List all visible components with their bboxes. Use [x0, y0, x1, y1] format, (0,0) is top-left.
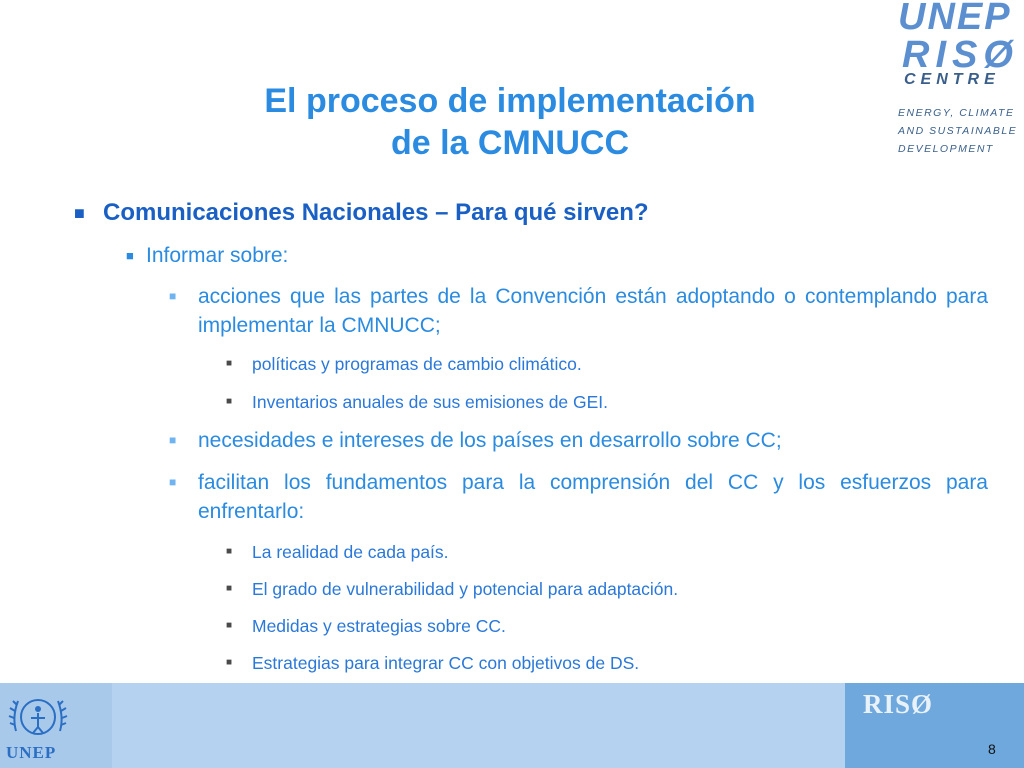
- footer-riso-panel: [845, 683, 1024, 768]
- bullet-level3: [169, 468, 988, 526]
- bullet-level2: [126, 242, 289, 270]
- square-bullet-icon: ■: [226, 657, 233, 668]
- bullet-text: Estrategias para integrar CC con objetivos de DS.: [252, 653, 640, 673]
- unep-emblem-icon: [4, 687, 72, 747]
- bullet-level4: [226, 577, 679, 601]
- footer-middle-panel: [112, 683, 845, 768]
- bullet-text: facilitan los fundamentos para la comprensión del CC y los esfuerzos para enfrentarlo:: [198, 471, 988, 523]
- bullet-text: Informar sobre:: [146, 244, 289, 267]
- bullet-level3: [169, 282, 988, 340]
- bullet-text: necesidades e intereses de los países en desarrollo sobre CC;: [198, 429, 782, 452]
- bullet-text: El grado de vulnerabilidad y potencial para adaptación.: [252, 579, 679, 599]
- logo-tagline-line: AND SUSTAINABLE: [898, 125, 1018, 137]
- logo-tagline: [898, 104, 1017, 158]
- bullet-text: Comunicaciones Nacionales – Para qué sirven?: [103, 199, 649, 226]
- bullet-text: Medidas y estrategias sobre CC.: [252, 616, 506, 636]
- bullet-text: Inventarios anuales de sus emisiones de GEI.: [252, 392, 609, 412]
- bullet-text: La realidad de cada país.: [252, 542, 449, 562]
- footer-bar: [0, 683, 1024, 768]
- square-bullet-icon: ■: [126, 248, 134, 263]
- square-bullet-icon: ■: [226, 620, 233, 631]
- bullet-text: políticas y programas de cambio climático.: [252, 354, 582, 374]
- logo-unep-text: UNEP: [898, 0, 1012, 38]
- page-number: 8: [988, 741, 996, 757]
- square-bullet-icon: ■: [226, 358, 233, 369]
- bullet-level4: [226, 614, 506, 638]
- footer-unep-panel: [0, 683, 112, 768]
- unep-riso-centre-logo: [896, 0, 1020, 156]
- bullet-level3: [169, 426, 988, 455]
- bullet-level4: [226, 651, 640, 675]
- square-bullet-icon: ■: [169, 433, 177, 447]
- bullet-level1: [74, 198, 649, 228]
- riso-logo: RISØ: [863, 689, 934, 719]
- logo-tagline-line: ENERGY, CLIMATE: [898, 107, 1015, 119]
- square-bullet-icon: ■: [226, 546, 233, 557]
- bullet-level4: [226, 352, 582, 376]
- unep-label: UNEP: [6, 743, 57, 762]
- logo-centre-text: CENTRE: [904, 71, 1000, 88]
- slide-title-line: El proceso de implementación: [264, 82, 756, 120]
- bullet-level4: [226, 540, 449, 564]
- logo-tagline-line: DEVELOPMENT: [898, 143, 994, 155]
- square-bullet-icon: ■: [74, 203, 85, 223]
- slide-title: [180, 80, 840, 164]
- bullet-text: acciones que las partes de la Convención están adoptando o contemplando para implementar la CMNUCC;: [198, 285, 988, 337]
- square-bullet-icon: ■: [169, 289, 177, 303]
- square-bullet-icon: ■: [226, 396, 233, 407]
- bullet-level4: [226, 390, 609, 414]
- slide-title-line: de la CMNUCC: [390, 124, 630, 162]
- square-bullet-icon: ■: [226, 583, 233, 594]
- logo-riso-text: RISØ: [902, 34, 1019, 76]
- square-bullet-icon: ■: [169, 475, 177, 489]
